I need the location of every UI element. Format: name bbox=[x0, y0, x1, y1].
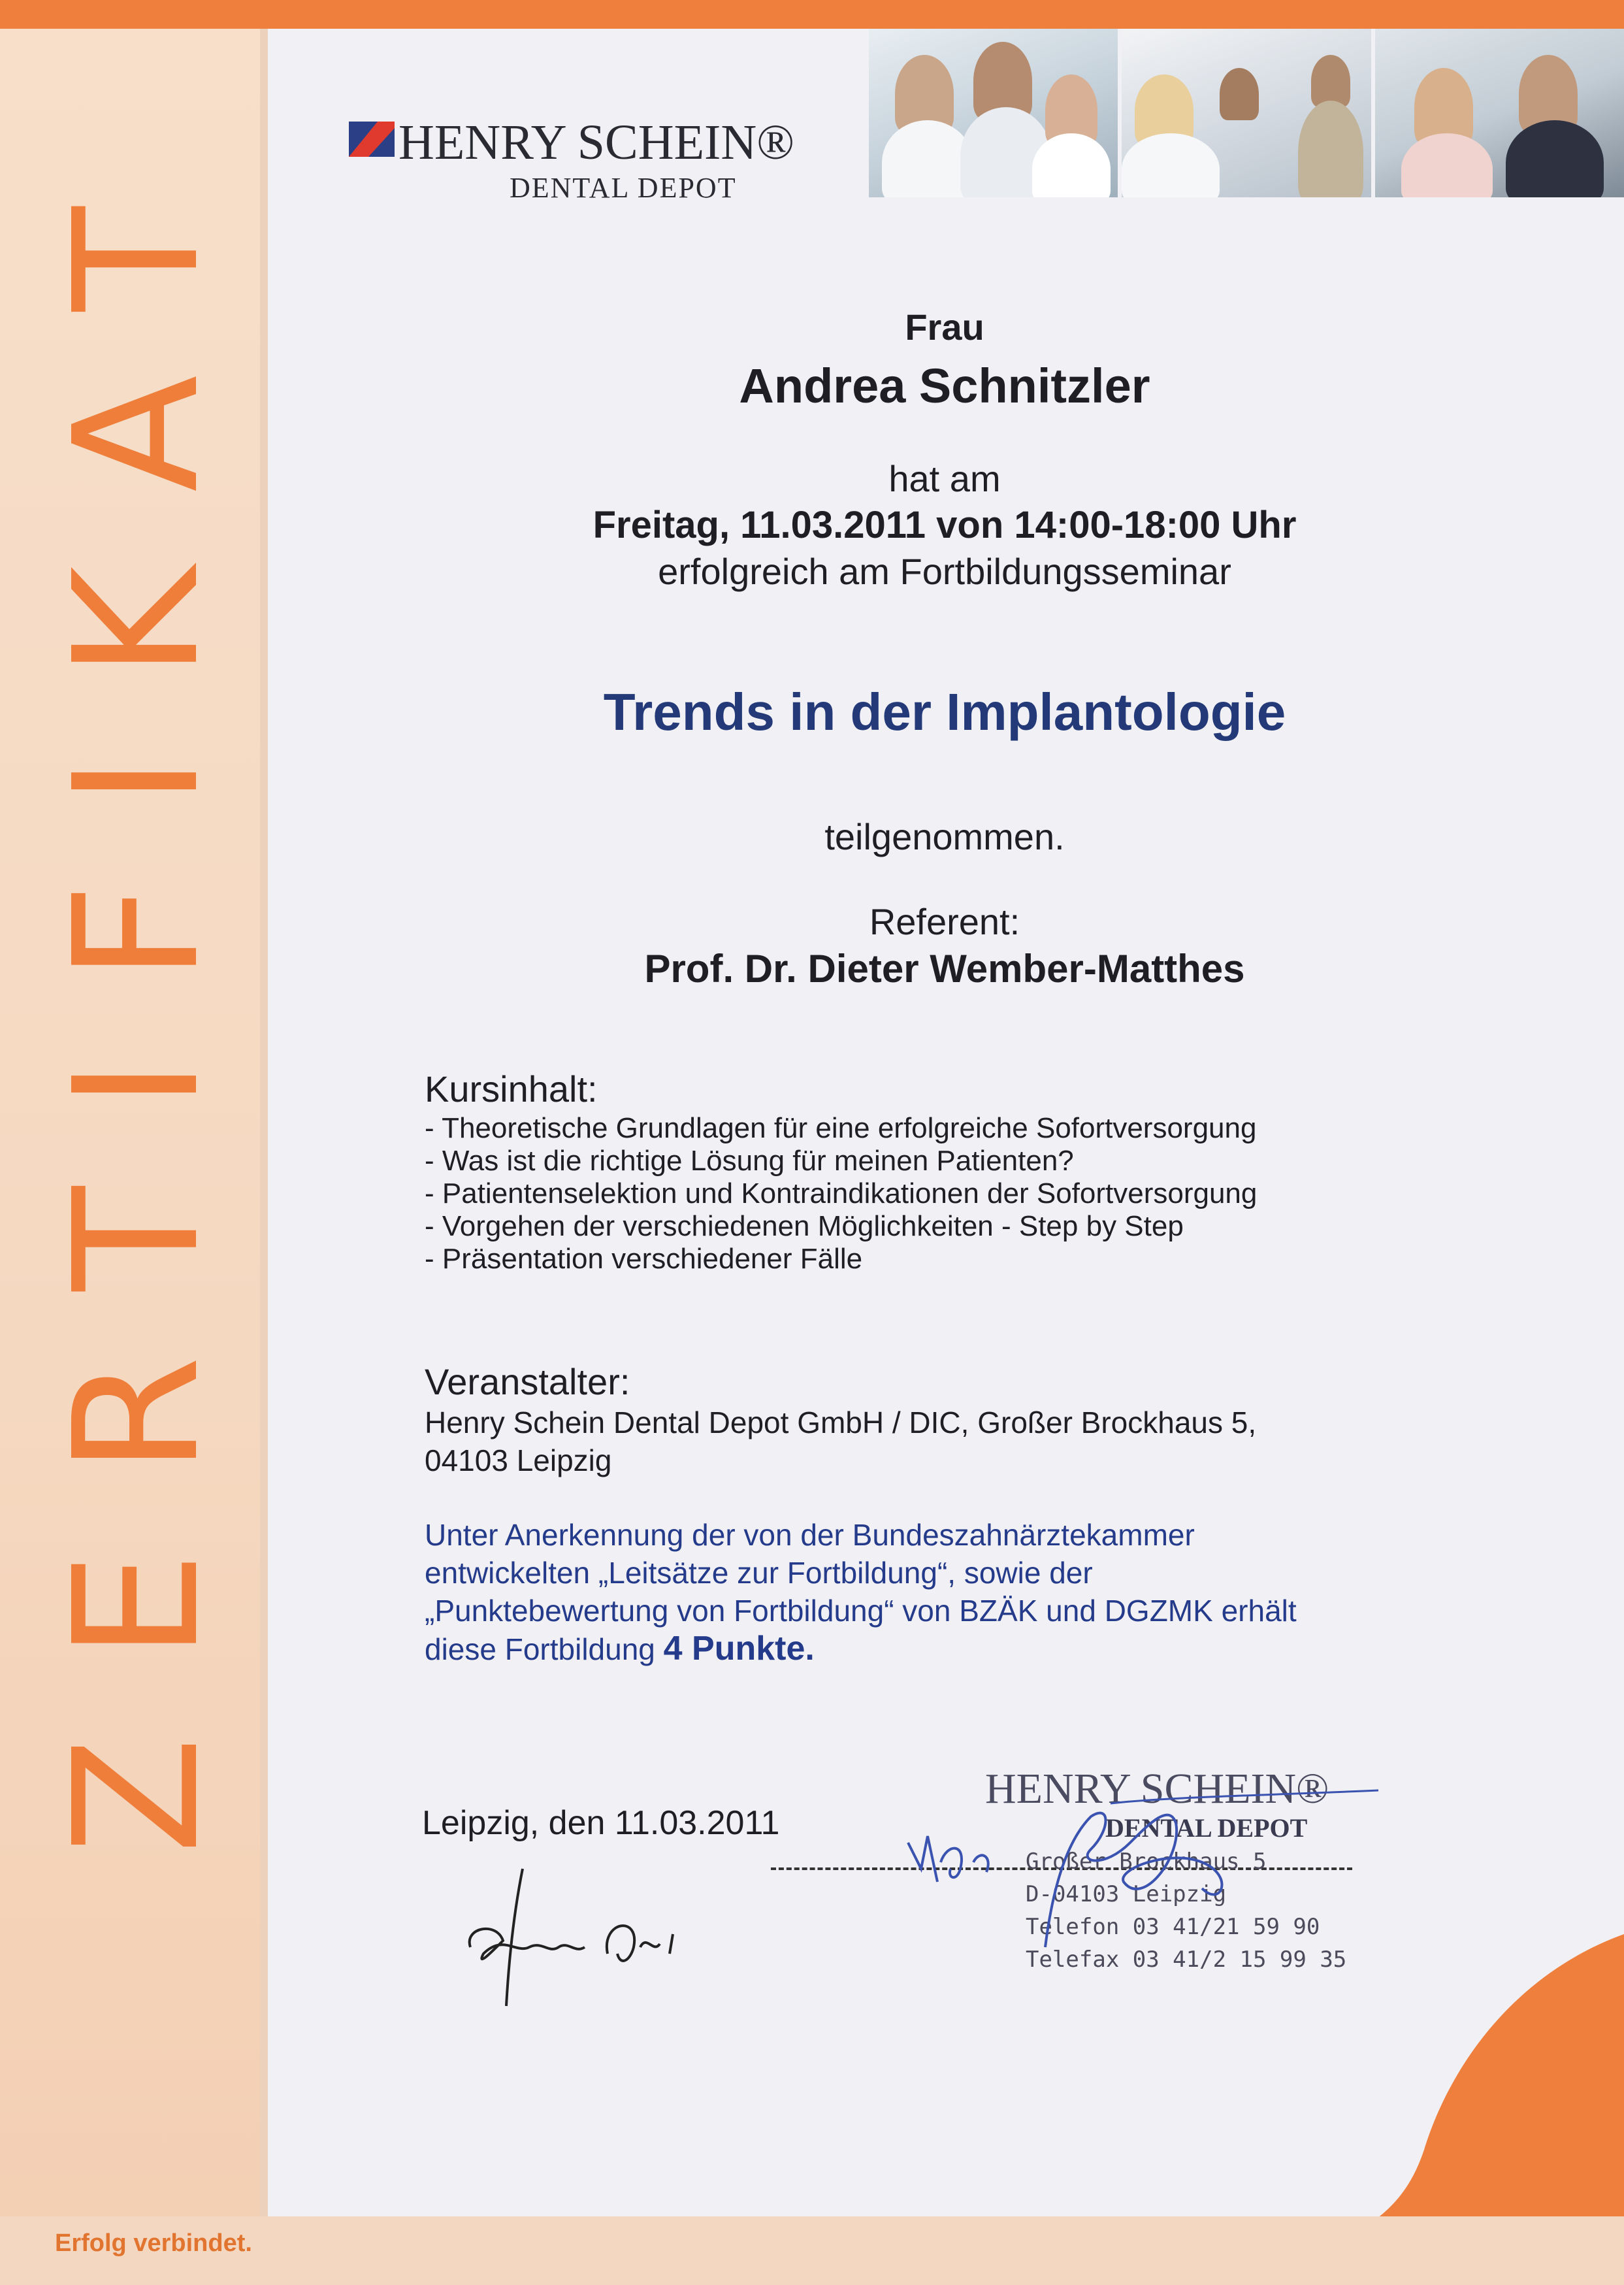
course-content-list bbox=[425, 1112, 1444, 1275]
logo-subtitle: DENTAL DEPOT bbox=[510, 172, 737, 204]
referent-name: Prof. Dr. Dieter Wember-Matthes bbox=[644, 947, 1245, 991]
photo-consultation bbox=[1375, 29, 1624, 197]
stamp-subtitle: DENTAL DEPOT bbox=[1105, 1813, 1308, 1843]
list-item: - Theoretische Grundlagen für eine erfolgreiche Sofortversorgung bbox=[425, 1112, 1257, 1144]
line-hat-am: hat am bbox=[888, 458, 1001, 499]
organizer-address-line1: Henry Schein Dental Depot GmbH / DIC, Großer Brockhaus 5, bbox=[425, 1406, 1257, 1439]
list-item: - Vorgehen der verschiedenen Möglichkeiten - Step by Step bbox=[425, 1210, 1184, 1242]
recognition-statement bbox=[425, 1516, 1444, 1668]
recognition-line: Unter Anerkennung der von der Bundeszahnärztekammer bbox=[425, 1518, 1195, 1552]
place-date: Leipzig, den 11.03.2011 bbox=[422, 1804, 780, 1842]
seminar-date: Freitag, 11.03.2011 von 14:00-18:00 Uhr bbox=[593, 504, 1297, 546]
side-title: ZERTIFIKAT bbox=[37, 129, 236, 1854]
logo-name: HENRY SCHEIN® bbox=[398, 115, 794, 170]
recognition-line bbox=[425, 1630, 1444, 1668]
signature-right-graphic bbox=[895, 1764, 1391, 1960]
course-content-label: Kursinhalt: bbox=[425, 1068, 598, 1110]
henry-schein-logo bbox=[349, 116, 806, 214]
course-title: Trends in der Implantologie bbox=[603, 683, 1286, 741]
photo-training-group bbox=[869, 29, 1118, 197]
recognition-line: entwickelten „Leitsätze zur Fortbildung“, sowie der bbox=[425, 1556, 1093, 1590]
recognition-line: „Punktebewertung von Fortbildung“ von BZÄK und DGZMK erhält bbox=[425, 1594, 1297, 1628]
header-photo-strip bbox=[869, 29, 1624, 197]
photo-seminar-room bbox=[1122, 29, 1371, 197]
signature-left-graphic bbox=[444, 1856, 719, 2013]
line-erfolgreich: erfolgreich am Fortbildungsseminar bbox=[658, 551, 1231, 592]
referent-label: Referent: bbox=[869, 901, 1020, 942]
recognition-line-prefix: diese Fortbildung bbox=[425, 1632, 664, 1666]
list-item: - Patientenselektion und Kontraindikationen der Sofortversorgung bbox=[425, 1177, 1258, 1209]
list-item: - Präsentation verschiedener Fälle bbox=[425, 1243, 863, 1275]
stamp-company-name: HENRY SCHEIN® bbox=[985, 1765, 1329, 1813]
stamp-address: Großer Brockhaus 5 D-04103 Leipzig Telefon 03 41/21 59 90 Telefax 03 41/2 15 99 35 bbox=[1026, 1849, 1347, 1973]
logo-flag-icon bbox=[349, 122, 395, 157]
slogan: Erfolg verbindet. bbox=[55, 2229, 252, 2257]
recipient-name: Andrea Schnitzler bbox=[739, 359, 1150, 413]
organizer-label: Veranstalter: bbox=[425, 1361, 630, 1402]
organizer-address-line2: 04103 Leipzig bbox=[425, 1443, 612, 1477]
points-value: 4 Punkte. bbox=[663, 1630, 815, 1668]
top-orange-bar bbox=[0, 0, 1624, 29]
list-item: - Was ist die richtige Lösung für meinen Patienten? bbox=[425, 1145, 1074, 1177]
salutation: Frau bbox=[905, 306, 984, 348]
line-teilgenommen: teilgenommen. bbox=[824, 816, 1065, 857]
